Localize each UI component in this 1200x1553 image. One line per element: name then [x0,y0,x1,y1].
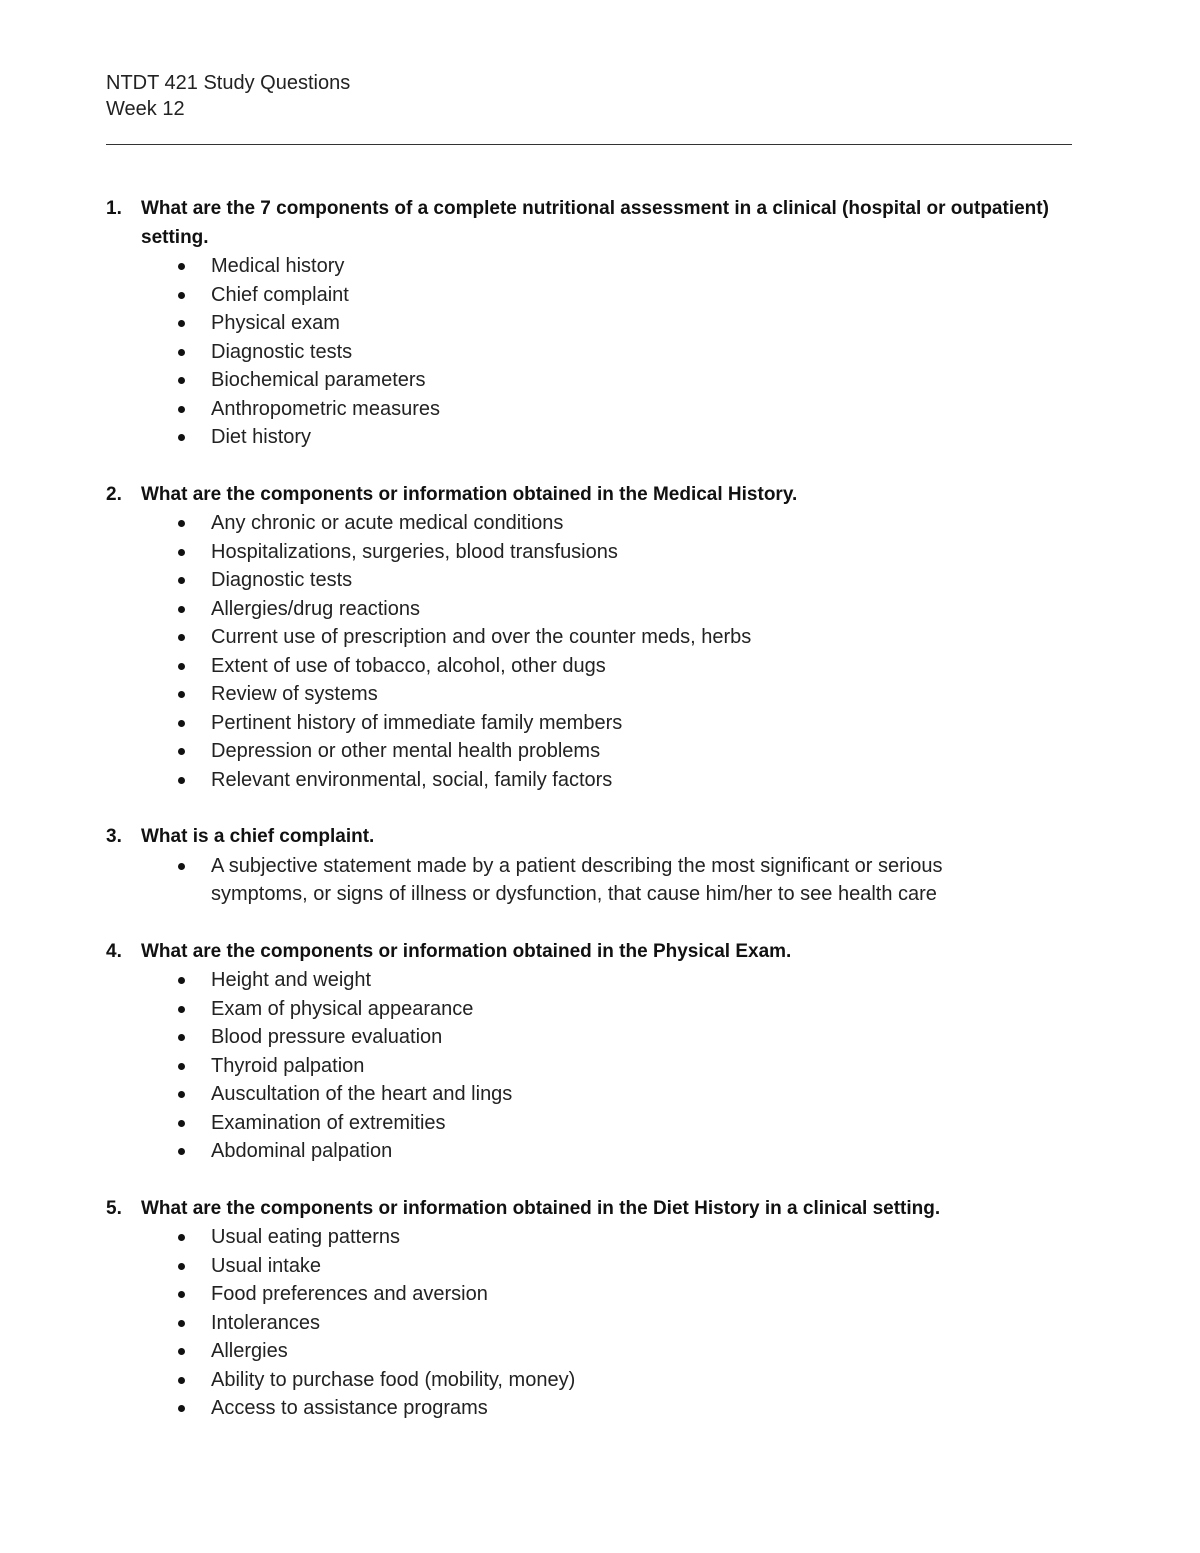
bullet-icon [106,680,211,709]
answer-text: Access to assistance programs [211,1397,488,1419]
answer-item [106,309,1096,338]
bullet-icon [106,366,211,395]
answer-item [106,566,1096,595]
answer-text: Ability to purchase food (mobility, money) [211,1368,576,1391]
bullet-icon [106,766,211,795]
question-text: What are the components or information obtained in the Diet History in a clinical setting. [141,1197,941,1219]
answer-text: Extent of use of tobacco, alcohol, other dugs [211,654,606,677]
bullet-icon [106,1109,211,1138]
bullet-icon [106,623,211,652]
question-heading [106,481,1096,510]
answer-item [106,252,1096,281]
answer-text: Exam of physical appearance [211,997,474,1020]
bullet-icon [106,1137,211,1166]
answer-text: Pertinent history of immediate family members [211,711,623,734]
bullet-icon [106,652,211,681]
answer-text: Biochemical parameters [211,369,426,391]
answer-list [106,1223,1096,1423]
answer-item [106,1052,1096,1081]
answer-text: Blood pressure evaluation [211,1026,443,1048]
question-heading [106,1195,1096,1224]
question-text: What are the 7 components of a complete nutritional assessment in a clinical (hospital or outpatient) setting. [141,198,1049,248]
answer-list [106,252,1096,452]
answer-text: Allergies/drug reactions [211,597,420,620]
course-title: NTDT 421 Study Questions [106,72,351,94]
question-heading [106,195,1096,252]
question-number: 1. [106,198,122,219]
answer-item [106,652,1096,681]
answer-text: Usual eating patterns [211,1226,401,1248]
question-text: What are the components or information obtained in the Medical History. [141,483,798,505]
answer-item [106,1252,1096,1281]
question-block [106,481,1096,795]
question-block [106,195,1096,452]
week-label: Week 12 [106,98,185,120]
answer-item [106,538,1096,567]
answer-text: Diagnostic tests [211,340,353,363]
answer-item [106,623,1096,652]
answer-text: A subjective statement made by a patient describing the most significant or serious symptoms, or signs of illness or dysfunction, that cause him/her to see health care [211,854,943,905]
question-number: 5. [106,1197,122,1219]
question-block [106,1195,1096,1423]
bullet-icon [106,1337,211,1366]
answer-text: Chief complaint [211,283,349,306]
bullet-icon [106,1023,211,1052]
answer-list [106,509,1096,794]
answer-text: Physical exam [211,312,340,334]
answer-item [106,1280,1096,1309]
answer-text: Intolerances [211,1311,320,1334]
bullet-icon [106,737,211,766]
answer-text: Any chronic or acute medical conditions [211,512,564,534]
answer-text: Hospitalizations, surgeries, blood transfusions [211,540,618,563]
answer-text: Diagnostic tests [211,569,353,591]
answer-item [106,395,1096,424]
question-text: What are the components or information obtained in the Physical Exam. [141,940,792,962]
answer-item [106,766,1096,795]
answer-item [106,737,1096,766]
answer-item [106,995,1096,1024]
answer-text: Auscultation of the heart and lings [211,1083,513,1105]
bullet-icon [106,1394,211,1423]
answer-item [106,680,1096,709]
answer-text: Examination of extremities [211,1111,446,1134]
answer-item [106,338,1096,367]
answer-item [106,709,1096,738]
answer-item [106,595,1096,624]
question-heading [106,823,1096,852]
answer-text: Review of systems [211,683,378,705]
answer-list [106,966,1096,1166]
answer-item [106,966,1096,995]
answer-text: Abdominal palpation [211,1140,393,1162]
answer-item [106,1023,1096,1052]
answer-item [106,1366,1096,1395]
answer-item [106,852,1096,909]
answer-item [106,1337,1096,1366]
answer-item [106,281,1096,310]
bullet-icon [106,1309,211,1338]
answer-text: Medical history [211,255,345,277]
bullet-icon [106,1280,211,1309]
question-heading [106,938,1096,967]
answer-text: Current use of prescription and over the counter meds, herbs [211,626,752,648]
answer-text: Thyroid palpation [211,1054,365,1077]
bullet-icon [106,252,211,281]
answer-text: Allergies [211,1340,288,1362]
bullet-icon [106,709,211,738]
answer-item [106,1137,1096,1166]
bullet-icon [106,423,211,452]
bullet-icon [106,1080,211,1109]
answer-item [106,1080,1096,1109]
bullet-icon [106,852,211,909]
bullet-icon [106,309,211,338]
bullet-icon [106,995,211,1024]
header-divider [106,144,1072,145]
answer-text: Relevant environmental, social, family factors [211,768,613,791]
answer-text: Height and weight [211,969,372,991]
question-list [106,195,1096,1452]
bullet-icon [106,338,211,367]
bullet-icon [106,966,211,995]
question-number: 2. [106,483,122,505]
answer-text: Depression or other mental health problems [211,740,601,762]
answer-list [106,852,1096,909]
question-number: 4. [106,940,122,962]
answer-item [106,1394,1096,1423]
answer-item [106,423,1096,452]
answer-text: Usual intake [211,1254,322,1277]
question-block [106,823,1096,909]
bullet-icon [106,281,211,310]
bullet-icon [106,1223,211,1252]
bullet-icon [106,509,211,538]
bullet-icon [106,1366,211,1395]
document-header [106,70,350,122]
answer-item [106,1309,1096,1338]
answer-item [106,1109,1096,1138]
question-block [106,938,1096,1166]
question-number: 3. [106,826,122,847]
bullet-icon [106,1252,211,1281]
bullet-icon [106,1052,211,1081]
bullet-icon [106,395,211,424]
answer-text: Diet history [211,426,312,448]
question-text: What is a chief complaint. [141,826,375,847]
answer-text: Food preferences and aversion [211,1283,488,1305]
answer-item [106,1223,1096,1252]
bullet-icon [106,566,211,595]
answer-item [106,366,1096,395]
bullet-icon [106,595,211,624]
bullet-icon [106,538,211,567]
answer-item [106,509,1096,538]
answer-text: Anthropometric measures [211,397,440,420]
